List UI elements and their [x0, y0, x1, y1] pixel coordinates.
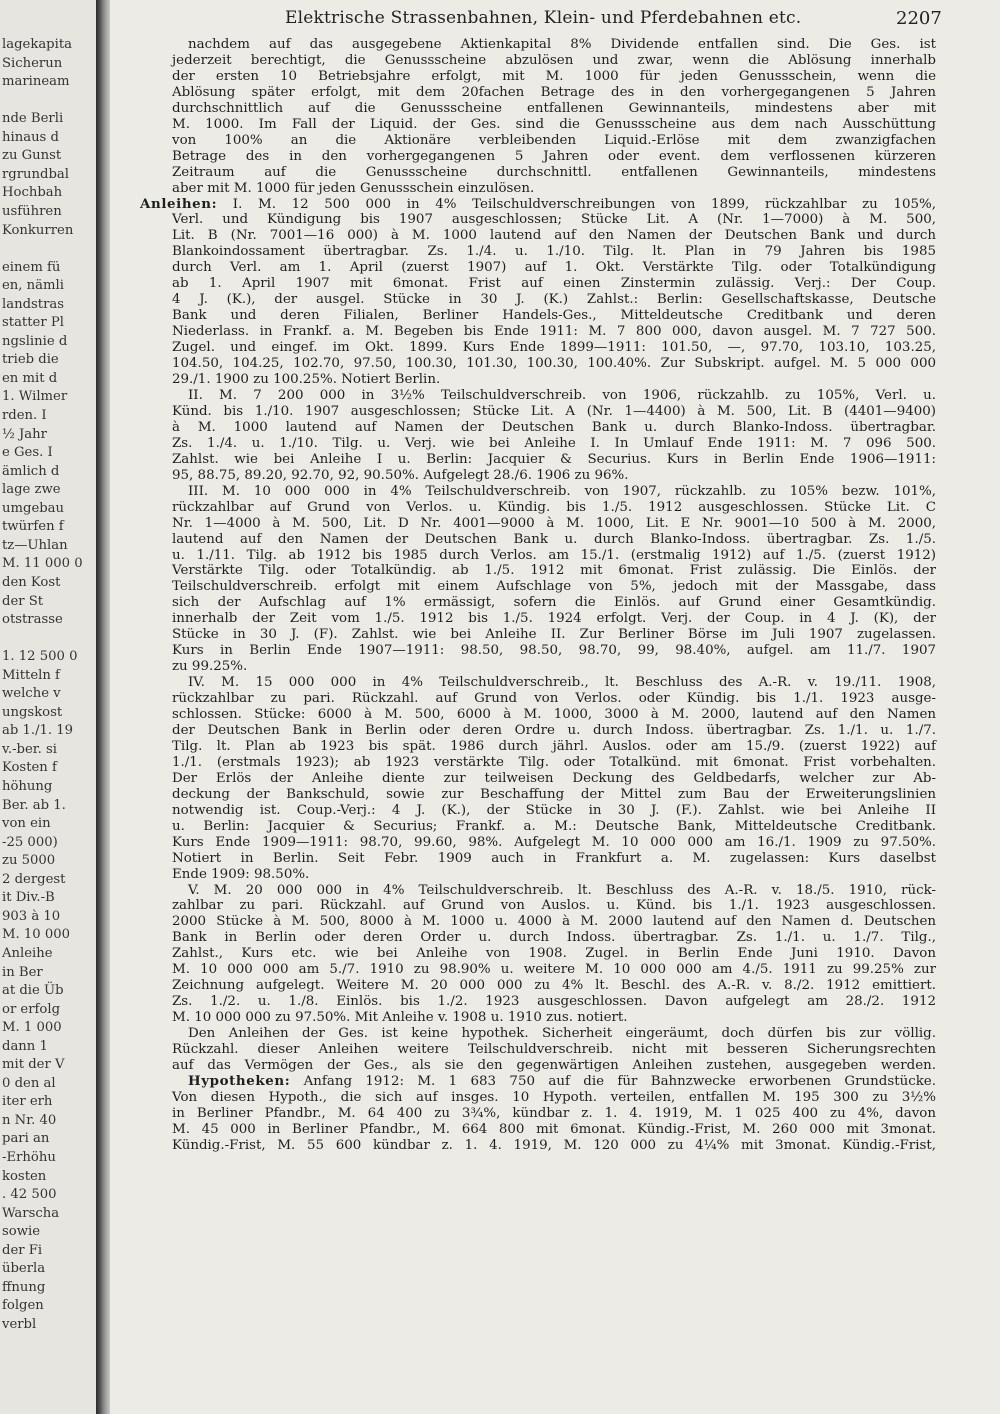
- left-page-line: Mitteln f: [2, 667, 60, 683]
- left-page-line: iter erh: [2, 1094, 53, 1110]
- line-text: Den Anleihen der Ges. ist keine hypothek. Sicherheit eingeräumt, doch dürfen bis zur völlig.: [188, 1026, 936, 1042]
- left-page-line: usführen: [2, 203, 62, 219]
- line-text: durchschnittlich auf die Genussscheine entfallenen Gewinnanteils, mindestens aber mit: [172, 100, 936, 116]
- text-line: [172, 563, 936, 579]
- line-text: Niederlass. in Frankf. a. M. Begeben bis Ende 1911: M. 7 800 000, davon ausgel. M. 7 727 500.: [172, 324, 936, 340]
- line-text: deckung der Bankschuld, sowie zur Beschaffung der Mittel zum Bau der Erweiterungslinien: [172, 786, 936, 802]
- text-line: [172, 404, 936, 420]
- text-line: [172, 356, 936, 372]
- text-line: [172, 500, 936, 516]
- line-text: notwendig ist. Coup.-Verj.: 4 J. (K.), der Stücke in 30 J. (F.). Zahlst. wie bei Anleihe II: [172, 802, 936, 818]
- left-page-line: tz—Uhlan: [2, 537, 68, 553]
- text-line: [172, 659, 936, 675]
- text-line: [172, 1074, 936, 1090]
- line-text: durch Verl. am 1. April (zuerst 1907) auf 1. Okt. Verstärkte Tilg. oder Totalkündigung: [172, 260, 936, 276]
- line-text: Zahlst., Kurs etc. wie bei Anleihe von 1908. Zugel. in Berlin Ende Juni 1910. Davon: [172, 946, 936, 962]
- text-line: [172, 165, 936, 181]
- left-page-line: lagekapita: [2, 37, 73, 52]
- text-line: [172, 117, 936, 133]
- left-page-line: ffnung: [2, 1279, 46, 1295]
- left-page-line: statter Pl: [2, 315, 64, 331]
- left-page-line: 1. Wilmer: [2, 389, 68, 405]
- text-line: [172, 803, 936, 819]
- left-page-line: or erfolg: [2, 1001, 61, 1017]
- text-line: [172, 1106, 936, 1122]
- text-line: [172, 436, 936, 452]
- text-line: [172, 835, 936, 851]
- text-line: [172, 420, 936, 436]
- text-line: [172, 1026, 936, 1042]
- adjacent-page-fragment: [0, 0, 96, 1414]
- line-text: Zeichnung aufgelegt. Weitere M. 20 000 000 zu 4% lt. Beschl. des A.-R. v. 8./2. 1912 emittiert.: [172, 978, 936, 994]
- line-text: Tilg. lt. Plan ab 1923 bis spät. 1986 durch jährl. Auslos. oder am 15./9. (zuerst 1922) auf: [172, 738, 936, 754]
- line-text: Bank in Berlin oder deren Order u. durch Indoss. übertragbar. Zs. 1./1. u. 1./7. Tilg.,: [172, 930, 936, 946]
- text-line: [172, 627, 936, 643]
- left-page-line: -Erhöhu: [2, 1150, 56, 1165]
- line-text: à M. 1000 lautend auf Namen der Deutschen Bank u. durch Blanko-Indoss. übertragbar.: [172, 419, 936, 435]
- left-page-line: zu 5000: [2, 853, 56, 869]
- text-line: [172, 898, 936, 914]
- line-text: II. M. 7 200 000 in 3½% Teilschuldverschreib. von 1906, rückzahlb. zu 105%, Verl. u.: [188, 387, 936, 403]
- left-page-line: M. 1 000: [2, 1020, 62, 1036]
- left-page-line: von ein: [2, 816, 51, 832]
- text-line: [172, 149, 936, 165]
- line-text: Betrage des in den vorhergegangenen 5 Jahren oder event. dem verflossenen kürzeren: [172, 148, 936, 164]
- text-line: [172, 643, 936, 659]
- left-page-line: rgrundbal: [2, 166, 69, 182]
- left-page-line: M. 11 000 0: [2, 556, 83, 572]
- left-page-line: 0 den al: [2, 1075, 56, 1091]
- page-gutter: [96, 0, 110, 1414]
- text-line: [172, 994, 936, 1010]
- left-page-line: ungskost: [2, 704, 63, 720]
- text-line: [172, 181, 936, 197]
- left-page-line: den Kost: [2, 574, 61, 590]
- text-line: [172, 946, 936, 962]
- line-text: rückzahlbar auf Grund von Verlos. u. Kündig. bis 1./5. 1912 ausgeschlossen. Stücke Lit. C: [172, 499, 936, 515]
- text-line: [172, 484, 936, 500]
- left-page-line: zu Gunst: [2, 148, 62, 164]
- line-text: 29./1. 1900 zu 100.25%. Notiert Berlin.: [172, 372, 441, 388]
- text-line: [172, 1138, 936, 1154]
- text-line: [172, 771, 936, 787]
- line-text: in Berliner Pfandbr., M. 64 400 zu 3¾%, kündbar z. 1. 4. 1919, M. 1 025 400 zu 4%, davon: [172, 1105, 936, 1121]
- text-line: [172, 532, 936, 548]
- line-text: 2000 Stücke à M. 500, 8000 à M. 1000 u. 4000 à M. 2000 lautend auf den Namen d. Deutschen: [172, 914, 936, 930]
- line-text: M. 45 000 in Berliner Pfandbr., M. 664 800 mit 6monat. Kündig.-Frist, M. 260 000 mit 3monat.: [172, 1121, 936, 1137]
- line-text: Stücke in 30 J. (F). Zahlst. wie bei Anleihe II. Zur Berliner Börse im Juli 1907 zugelassen.: [172, 627, 936, 643]
- left-page-line: otstrasse: [2, 612, 63, 628]
- left-page-line: twürfen f: [2, 519, 64, 535]
- left-page-line: der St: [2, 593, 44, 609]
- line-text: Kurs Ende 1909—1911: 98.70, 99.60, 98%. Aufgelegt M. 10 000 000 am 16./1. 1909 zu 97.50%.: [172, 834, 936, 850]
- left-page-line: folgen: [2, 1298, 44, 1314]
- line-text: innerhalb der Zeit vom 1./5. 1912 bis 1./5. 1924 erfolgt. Verj. der Coup. in 4 J. (K), der: [172, 611, 936, 627]
- text-line: [172, 611, 936, 627]
- left-page-line: Hochbah: [2, 185, 63, 201]
- left-page-line: überla: [2, 1261, 46, 1277]
- left-page-line: 2 dergest: [2, 871, 66, 887]
- line-text: Zeitraum auf die Genussscheine durchschnittl. entfallenen Gewinnanteils, mindestens: [172, 164, 936, 180]
- text-line: [172, 308, 936, 324]
- text-line: [172, 372, 936, 388]
- left-page-line: welche v: [2, 686, 61, 702]
- line-text: Bank und deren Filialen, Berliner Handels-Ges., Mitteldeutsche Creditbank und deren: [172, 308, 936, 324]
- line-text: u. Berlin: Jacquier & Securius; Frankf. a. M.: Deutsche Bank, Mitteldeutsche Creditbank.: [172, 818, 936, 834]
- running-title: Elektrische Strassenbahnen, Klein- und Pferdebahnen etc.: [285, 8, 802, 28]
- line-text: V. M. 20 000 000 in 4% Teilschuldverschreib. lt. Beschluss des A.-R. v. 18./5. 1910, rück-: [188, 882, 936, 898]
- text-line: [172, 228, 936, 244]
- left-page-line: en mit d: [2, 370, 58, 386]
- text-line: [172, 340, 936, 356]
- line-text: IV. M. 15 000 000 in 4% Teilschuldverschreib., lt. Beschluss des A.-R. v. 19./11. 1908,: [188, 675, 936, 691]
- line-text: Rückzahl. dieser Anleihen weitere Teilschuldverschreib. nicht mit besseren Sicherungsrechten: [172, 1042, 936, 1058]
- text-line: [172, 691, 936, 707]
- text-line: [172, 133, 936, 149]
- left-page-line: pari an: [2, 1131, 50, 1147]
- line-text: M. 10 000 000 zu 97.50%. Mit Anleihe v. 1908 u. 1910 zus. notiert.: [172, 1010, 628, 1026]
- text-line: [172, 37, 936, 53]
- left-page-line: ngslinie d: [2, 333, 68, 349]
- line-text: Ende 1909: 98.50%.: [172, 866, 310, 882]
- line-text: Nr. 1—4000 à M. 500, Lit. D Nr. 4001—9000 à M. 1000, Lit. E Nr. 9001—10 500 à M. 2000,: [172, 515, 936, 531]
- text-line: [172, 1090, 936, 1106]
- left-page-line: umgebau: [2, 500, 65, 516]
- left-page-line: dann 1: [2, 1038, 48, 1054]
- text-line: [172, 101, 936, 117]
- text-line: [172, 819, 936, 835]
- line-text: III. M. 10 000 000 in 4% Teilschuldverschreib. von 1907, rückzahlb. zu 105% bezw. 101%,: [188, 483, 936, 499]
- section-label: Hypotheken:: [188, 1072, 291, 1089]
- left-page-line: Sicherun: [2, 55, 63, 71]
- text-line: [172, 452, 936, 468]
- text-line: [172, 739, 936, 755]
- line-text: Anfang 1912: M. 1 683 750 auf die für Bahnzwecke erworbenen Grundstücke.: [290, 1073, 936, 1089]
- line-text: Zs. 1./4. u. 1./10. Tilg. u. Verj. wie bei Anleihe I. In Umlauf Ende 1911: M. 7 096 500.: [172, 435, 936, 451]
- line-text: nachdem auf das ausgegebene Aktienkapital 8% Dividende entfallen sind. Die Ges. ist: [188, 37, 936, 52]
- left-page-line: e Ges. I: [2, 445, 53, 461]
- text-line: [172, 883, 936, 899]
- text-line: [172, 212, 936, 228]
- line-text: Kündig.-Frist, M. 55 600 kündbar z. 1. 4. 1919, M. 120 000 zu 4¼% mit 3monat. Kündig.-Frist,: [172, 1137, 936, 1153]
- left-page-line: ämlich d: [2, 463, 60, 479]
- left-page-line: en, nämli: [2, 278, 64, 294]
- left-page-line: ½ Jahr: [2, 426, 47, 442]
- line-text: Zahlst. wie bei Anleihe I u. Berlin: Jacquier & Securius. Kurs in Berlin Ende 1906—1911:: [172, 451, 936, 467]
- text-line: [172, 707, 936, 723]
- left-page-line: v.-ber. si: [2, 741, 58, 757]
- text-line: [172, 914, 936, 930]
- left-page-line: sowie: [2, 1224, 41, 1240]
- line-text: Künd. bis 1./10. 1907 ausgeschlossen; Stücke Lit. A (Nr. 1—4400) à M. 500, Lit. B (4401—9400): [172, 403, 936, 419]
- line-text: u. 1./11. Tilg. ab 1912 bis 1985 durch Verlos. am 15./1. (erstmalig 1912) auf 1./5. (zuerst 1912): [172, 547, 936, 563]
- left-page-line: . 42 500: [2, 1187, 57, 1203]
- line-text: M. 1000. Im Fall der Liquid. der Ges. sind die Genussscheine aus dem nach Ausschüttung: [172, 116, 936, 132]
- text-line: [172, 1042, 936, 1058]
- left-page-line: landstras: [2, 296, 65, 312]
- left-page-line: in Ber: [2, 964, 43, 980]
- text-line: [172, 1010, 936, 1026]
- line-text: Zs. 1./2. u. 1./8. Einlös. bis 1./2. 1923 ausgeschlossen. Davon aufgelegt am 28./2. 1912: [172, 994, 936, 1010]
- text-line: [172, 276, 936, 292]
- text-line: [172, 867, 936, 883]
- text-line: [172, 579, 936, 595]
- left-page-line: M. 10 000: [2, 927, 71, 943]
- left-page-line: einem fü: [2, 259, 61, 275]
- line-text: zu 99.25%.: [172, 659, 248, 675]
- left-page-line: höhung: [2, 779, 53, 794]
- line-text: schlossen. Stücke: 6000 à M. 500, 6000 à M. 1000, 3000 à M. 2000, lautend auf den Namen: [172, 707, 936, 723]
- line-text: Blankoindossament übertragbar. Zs. 1./4. u. 1./10. Tilg. lt. Plan in 79 Jahren bis 1985: [172, 244, 936, 260]
- left-page-line: Kosten f: [2, 760, 57, 776]
- text-line: [172, 1122, 936, 1138]
- left-page-line: ab 1./1. 19: [2, 723, 74, 739]
- line-text: Zugel. und eingef. im Okt. 1899. Kurs Ende 1899—1911: 101.50, —, 97.70, 103.10, 103.25,: [172, 340, 936, 356]
- text-line: [172, 388, 936, 404]
- line-text: aber mit M. 1000 für jeden Genussschein einzulösen.: [172, 180, 535, 196]
- text-line: [172, 675, 936, 691]
- text-line: [172, 53, 936, 69]
- text-line: [172, 468, 936, 484]
- line-text: Ablösung später erfolgt, mit dem 20fachen Betrage des in den vorhergegangenen 5 Jahren: [172, 84, 936, 100]
- text-line: [172, 1058, 936, 1074]
- left-page-line: 1. 12 500 0: [2, 649, 78, 665]
- line-text: auf das Vermögen der Ges., als sie den gegenwärtigen Anleihen zustehen, ausgegeben werden.: [172, 1058, 936, 1073]
- left-page-line: it Div.-B: [2, 890, 55, 906]
- text-line: [140, 197, 936, 213]
- text-line: [172, 548, 936, 564]
- left-page-line: nde Berli: [2, 111, 64, 127]
- line-text: 4 J. (K.), der ausgel. Stücke in 30 J. (K.) Zahlst.: Berlin: Gesellschaftskasse, Deutsche: [172, 292, 936, 308]
- line-text: Kurs in Berlin Ende 1907—1911: 98.50, 98.50, 98.70, 99, 98.40%, aufgel. am 11./7. 1907: [172, 643, 936, 659]
- text-line: [172, 755, 936, 771]
- line-text: Der Erlös der Anleihe diente zur teilweisen Deckung des Geldbedarfs, welcher zur Ab-: [172, 770, 936, 786]
- line-text: jederzeit berechtigt, die Genussscheine abzulösen und zwar, wenn die Ablösung innerhalb: [172, 52, 936, 68]
- text-line: [172, 244, 936, 260]
- line-text: zahlbar zu pari. Rückzahl. auf Grund von Auslos. u. Künd. bis 1./1. 1923 ausgeschlossen.: [172, 898, 936, 914]
- left-page-line: lage zwe: [2, 482, 61, 498]
- text-line: [172, 292, 936, 308]
- line-text: rückzahlbar zu pari. Rückzahl. auf Grund von Verlos. oder Kündig. bis 1./1. 1923 ausge-: [172, 691, 936, 707]
- left-page-line: Anleihe: [2, 945, 53, 961]
- line-text: 1./1. (erstmals 1923); ab 1923 verstärkte Tilg. oder Totalkünd. mit 6monat. Frist vorbehalten.: [172, 754, 936, 770]
- line-text: der Deutschen Bank in Berlin oder deren Ordre u. durch Indoss. übertragbar. Zs. 1./1. u. 1./7.: [172, 722, 936, 738]
- left-page-line: marineam: [2, 74, 70, 90]
- line-text: Verl. und Kündigung bis 1907 ausgeschlossen; Stücke Lit. A (Nr. 1—7000) à M. 500,: [172, 212, 936, 228]
- line-text: ab 1. April 1907 mit 6monat. Frist auf einen Zinstermin zulässig. Verj.: Der Coup.: [172, 276, 936, 292]
- line-text: M. 10 000 000 am 5./7. 1910 zu 98.90% u. weitere M. 10 000 000 am 4./5. 1911 zu 99.25% zur: [172, 962, 936, 978]
- line-text: von 100% an die Aktionäre verbleibenden Liquid.-Erlöse mit dem zwanzigfachen: [172, 132, 936, 148]
- text-line: [172, 851, 936, 867]
- text-line: [172, 85, 936, 101]
- text-line: [172, 930, 936, 946]
- text-line: [172, 962, 936, 978]
- left-page-line: -25 000): [2, 834, 58, 850]
- text-line: [172, 723, 936, 739]
- left-page-line: mit der V: [2, 1057, 65, 1073]
- line-text: I. M. 12 500 000 in 4% Teilschuldverschreibungen von 1899, rückzahlbar zu 105%,: [217, 196, 936, 212]
- text-line: [172, 595, 936, 611]
- left-page-line: rden. I: [2, 408, 47, 423]
- line-text: lautend auf den Namen der Deutschen Bank u. durch Blanko-Indoss. übertragbar. Zs. 1./5.: [172, 531, 936, 547]
- section-label: Anleihen:: [140, 195, 218, 212]
- line-text: Lit. B (Nr. 7001—16 000) à M. 1000 lautend auf den Namen der Deutschen Bank und durch: [172, 228, 936, 244]
- text-line: [172, 324, 936, 340]
- text-line: [172, 260, 936, 276]
- left-page-line: n Nr. 40: [2, 1112, 57, 1128]
- line-text: Verstärkte Tilg. oder Totalkündig. ab 1./5. 1912 mit 6monat. Frist zulässig. Die Einlös. der: [172, 563, 936, 579]
- line-text: Teilschuldverschreib. erfolgt mit einem Aufschlage von 5%, jedoch mit der Massgabe, dass: [172, 579, 936, 595]
- text-line: [172, 69, 936, 85]
- left-page-line: der Fi: [2, 1242, 43, 1258]
- left-page-line: at die Üb: [2, 983, 64, 999]
- left-page-line: verbl: [2, 1316, 37, 1332]
- page-number: 2207: [896, 8, 942, 29]
- left-page-line: 903 à 10: [2, 908, 61, 924]
- left-page-line: Warscha: [2, 1205, 60, 1221]
- left-page-line: Ber. ab 1.: [2, 797, 66, 813]
- line-text: Von diesen Hypoth., die sich auf insges. 10 Hypoth. verteilen, entfallen M. 195 300 zu 3½%: [172, 1089, 936, 1105]
- line-text: 104.50, 104.25, 102.70, 97.50, 100.30, 101.30, 100.30, 100.40%. Zur Subskript. aufgel. M. 5 000 000: [172, 356, 936, 372]
- line-text: der ersten 10 Betriebsjahre erfolgt, mit M. 1000 für jeden Genussschein, wenn die: [172, 68, 936, 84]
- text-line: [172, 516, 936, 532]
- text-line: [172, 978, 936, 994]
- left-page-line: Konkurren: [2, 222, 74, 238]
- line-text: 95, 88.75, 89.20, 92.70, 92, 90.50%. Aufgelegt 28./6. 1906 zu 96%.: [172, 467, 629, 483]
- line-text: Notiert in Berlin. Seit Febr. 1909 auch in Frankfurt a. M. zugelassen: Kurs daselbst: [172, 850, 936, 866]
- line-text: sich der Aufschlag auf 1% ermässigt, sofern die Einlös. auf Grund einer Gesamtkündig.: [172, 595, 936, 611]
- main-text-column: [140, 37, 936, 1407]
- text-line: [172, 787, 936, 803]
- left-page-line: kosten: [2, 1168, 47, 1184]
- left-page-line: trieb die: [2, 352, 59, 368]
- left-page-line: hinaus d: [2, 129, 59, 145]
